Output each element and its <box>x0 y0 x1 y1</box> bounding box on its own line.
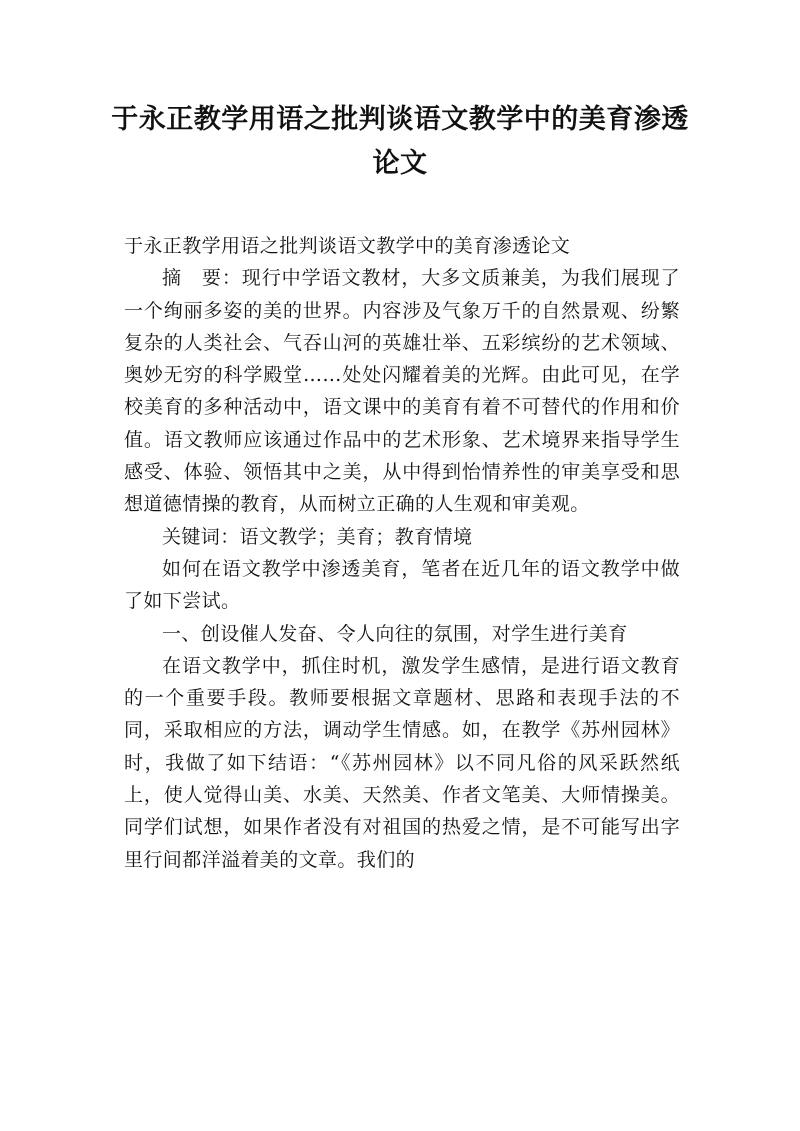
section-heading: 一、创设催人发奋、令人向往的氛围，对学生进行美育 <box>162 622 628 645</box>
section-paragraph: 在语文教学中，抓住时机，激发学生感情，是进行语文教育的一个重要手段。教师要根据文章题材、思路和表现手法的不同，采取相应的方法，调动学生情感。如，在教学《苏州园林》时，我做了如下结语：“《苏州园林》以不同凡俗的风采跃然纸上，使人觉得山美、水美、天然美、作者文笔美、大师情操美。同学们试想，如果作者没有对祖国的热爱之情，是不可能写出字里行间都洋溢着美的文章。我们的 <box>124 654 680 871</box>
abstract-paragraph: 摘 要：现行中学语文教材，大多文质兼美，为我们展现了一个绚丽多姿的美的世界。内容涉及气象万千的自然景观、纷繁复杂的人类社会、气吞山河的英雄壮举、五彩缤纷的艺术领域、奥妙无穷的科学殿堂……处处闪耀着美的光辉。由此可见，在学校美育的多种活动中，语文课中的美育有着不可替代的作用和价值。语文教师应该通过作品中的艺术形象、艺术境界来指导学生感受、体验、领悟其中之美，从中得到怡情养性的审美享受和思想道德情操的教育，从而树立正确的人生观和审美观。 <box>124 267 680 516</box>
intro-paragraph: 如何在语文教学中渗透美育，笔者在近几年的语文教学中做了如下尝试。 <box>124 557 680 613</box>
document-body <box>124 230 680 876</box>
subtitle-line: 于永正教学用语之批判谈语文教学中的美育渗透论文 <box>124 235 571 257</box>
keywords-line: 关键词：语文教学；美育；教育情境 <box>162 525 473 548</box>
document-title: 于永正教学用语之批判谈语文教学中的美育渗透论文 <box>111 104 689 179</box>
